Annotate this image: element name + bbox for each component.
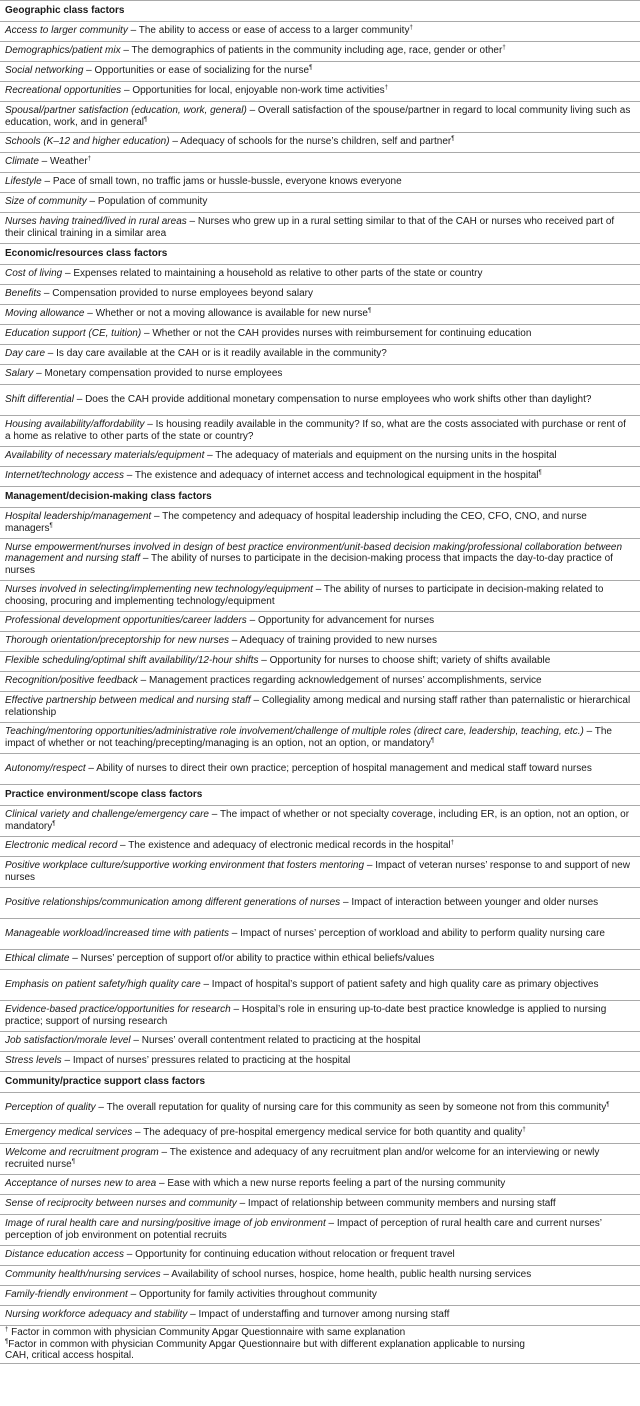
factor-name: Lifestyle — [5, 176, 42, 188]
section-header: Economic/resources class factors — [0, 244, 640, 265]
factor-separator: – — [123, 470, 135, 482]
factor-row — [0, 193, 640, 213]
factor-separator: – — [160, 1269, 172, 1281]
factor-name: Cost of living — [5, 268, 63, 280]
factor-row — [0, 213, 640, 244]
factor-name: Distance education access — [5, 1249, 124, 1261]
factor-name: Ethical climate — [5, 953, 70, 965]
factor-name: Recreational opportunities — [5, 85, 122, 97]
factor-separator: – — [137, 675, 149, 687]
factor-cell — [0, 42, 640, 62]
factor-name: Teaching/mentoring opportunities/administrative role involvement/challenge of multiple roles (direct care, leadership, teaching, etc.) — [5, 725, 584, 737]
factor-separator: – — [156, 1178, 168, 1190]
factor-row — [0, 305, 640, 325]
factor-name: Flexible scheduling/optimal shift availability/12-hour shifts — [5, 655, 259, 667]
factor-row — [0, 806, 640, 837]
factor-description: The adequacy of pre-hospital emergency medical service for both quantity and quality — [143, 1127, 523, 1139]
factor-cell — [0, 950, 640, 970]
factor-cell — [0, 1175, 640, 1195]
factor-description: The ability to access or ease of access to a larger community — [138, 25, 410, 37]
factor-row — [0, 447, 640, 467]
factor-cell — [0, 153, 640, 173]
factor-separator: – — [204, 450, 216, 462]
factor-row — [0, 1215, 640, 1246]
factor-separator: – — [186, 215, 198, 227]
footnote-pilcrow-text: Factor in common with physician Community Apgar Questionnaire but with different explanation applicable to nursing — [8, 1338, 525, 1350]
factor-separator: – — [33, 368, 45, 380]
factor-separator: – — [230, 1003, 242, 1015]
factor-footnote-mark: † — [502, 45, 506, 52]
factor-footnote-mark: † — [409, 25, 413, 32]
factor-row — [0, 970, 640, 1001]
factor-description: Impact of nurses’ pressures related to practicing at the hospital — [72, 1055, 351, 1067]
factor-row — [0, 1306, 640, 1326]
factor-separator: – — [246, 615, 258, 627]
factor-row — [0, 1093, 640, 1124]
factor-separator: – — [141, 328, 153, 340]
factor-row — [0, 1175, 640, 1195]
factor-separator: – — [38, 156, 51, 168]
factor-cell — [0, 857, 640, 888]
factor-description: Availability of school nurses, hospice, home health, public health nursing services — [171, 1269, 532, 1281]
factor-separator: – — [236, 1198, 248, 1210]
factor-cell — [0, 888, 640, 919]
factor-cell — [0, 612, 640, 632]
factor-row — [0, 173, 640, 193]
factor-separator: – — [200, 978, 212, 990]
factor-name: Emphasis on patient safety/high quality care — [5, 978, 201, 990]
factor-cell — [0, 1032, 640, 1052]
factor-row — [0, 632, 640, 652]
factor-cell — [0, 193, 640, 213]
factor-description: The demographics of patients in the community including age, race, gender or other — [131, 45, 503, 57]
factor-separator: – — [158, 1146, 170, 1158]
factor-cell — [0, 539, 640, 581]
factor-description: Weather — [50, 156, 88, 168]
factor-cell — [0, 1093, 640, 1124]
factor-name: Hospital leadership/management — [5, 510, 152, 522]
factor-row — [0, 692, 640, 723]
factor-separator: – — [123, 1249, 136, 1261]
factor-separator: – — [61, 1055, 73, 1067]
factor-description: Overall satisfaction of the spouse/partner in regard to local community living such as education, work, and in general — [5, 104, 631, 128]
factor-row — [0, 82, 640, 102]
factor-cell — [0, 173, 640, 193]
factor-cell — [0, 1306, 640, 1326]
factor-name: Electronic medical record — [5, 840, 118, 852]
factor-name: Moving allowance — [5, 308, 85, 320]
section-header-row — [0, 1, 640, 22]
factor-footnote-mark: ¶ — [606, 1101, 610, 1108]
section-header: Geographic class factors — [0, 1, 640, 22]
footnote-dagger-mark: † — [5, 1327, 9, 1333]
factor-cell — [0, 1052, 640, 1072]
factor-row — [0, 1052, 640, 1072]
factor-row — [0, 133, 640, 153]
factor-description: Impact of interaction between younger and older nurses — [351, 896, 599, 908]
factor-description: Opportunity for nurses to choose shift; variety of shifts available — [269, 655, 551, 667]
factor-separator: – — [84, 308, 96, 320]
factor-description: Nurses who grew up in a rural setting similar to that of the CAH or nurses who received part of their clinical training in a similar area — [5, 215, 615, 239]
factor-description: Hospital’s role in ensuring up-to-date best practice knowledge is applied to nursing practice; support of nursing research — [5, 1003, 607, 1027]
section-header: Practice environment/scope class factors — [0, 785, 640, 806]
factor-separator: – — [151, 510, 163, 522]
factor-description: Ease with which a new nurse reports feeling a part of the nursing community — [167, 1178, 506, 1190]
factor-name: Positive workplace culture/supportive working environment that fosters mentoring — [5, 859, 365, 871]
factor-separator: – — [69, 953, 81, 965]
factor-separator: – — [169, 136, 181, 148]
factor-row — [0, 723, 640, 754]
factor-separator: – — [209, 808, 220, 820]
factor-cell — [0, 467, 640, 487]
factor-row — [0, 1195, 640, 1215]
factor-description: Does the CAH provide additional monetary compensation to nurse employees who work shifts other than daylight? — [85, 393, 592, 405]
factor-cell — [0, 1124, 640, 1144]
factor-separator: – — [73, 393, 86, 405]
factor-name: Social networking — [5, 65, 84, 77]
factor-cell — [0, 62, 640, 82]
factor-separator: – — [121, 85, 133, 97]
factor-name: Manageable workload/increased time with patients — [5, 927, 230, 939]
factor-description: The adequacy of materials and equipment on the nursing units in the hospital — [215, 450, 557, 462]
factor-name: Education support (CE, tuition) — [5, 328, 142, 340]
factor-description: The ability of nurses to participate in the decision-making process that impacts the day-to-day practice of nurses — [5, 553, 613, 576]
factor-cell — [0, 1286, 640, 1306]
factor-description: The existence and adequacy of internet access and technological equipment in the hospital — [134, 470, 539, 482]
factor-row — [0, 508, 640, 539]
factor-description: Is day care available at the CAH or is it readily available in the community? — [56, 348, 387, 360]
factor-row — [0, 42, 640, 62]
factor-row — [0, 1001, 640, 1032]
factor-separator: – — [41, 176, 53, 188]
factor-cell — [0, 692, 640, 723]
factor-separator: – — [83, 65, 95, 77]
factor-separator: – — [144, 418, 156, 430]
factor-name: Salary — [5, 368, 34, 380]
factor-name: Demographics/patient mix — [5, 45, 121, 57]
factor-footnote-mark: ¶ — [143, 116, 148, 123]
factor-description: Opportunity for continuing education without relocation or frequent travel — [135, 1249, 455, 1261]
factor-cell — [0, 213, 640, 244]
factor-footnote-mark: ¶ — [430, 737, 435, 744]
factor-footnote-mark: † — [450, 840, 454, 847]
factor-description: Impact of nurses’ perception of workload and ability to perform quality nursing care — [240, 927, 605, 939]
factor-name: Recognition/positive feedback — [5, 675, 138, 687]
factor-name: Evidence-based practice/opportunities for research — [5, 1003, 231, 1015]
factor-separator: – — [364, 859, 376, 871]
factor-description: Adequacy of training provided to new nurses — [239, 635, 437, 647]
factor-separator: – — [130, 1035, 142, 1047]
factor-cell — [0, 447, 640, 467]
factor-name: Family-friendly environment — [5, 1289, 128, 1301]
factor-name: Perception of quality — [5, 1101, 96, 1113]
factor-row — [0, 1144, 640, 1175]
factor-row — [0, 285, 640, 305]
factor-description: Impact of relationship between community members and nursing staff — [247, 1198, 556, 1210]
factor-description: Impact of veteran nurses’ response to and support of new nurses — [5, 859, 630, 883]
factor-separator: – — [132, 1127, 144, 1139]
section-header-row — [0, 487, 640, 508]
factor-row — [0, 1124, 640, 1144]
factor-footnote-mark: ¶ — [538, 470, 542, 477]
factor-name: Stress levels — [5, 1055, 62, 1067]
factor-row — [0, 652, 640, 672]
factor-name: Benefits — [5, 288, 42, 300]
factor-name: Day care — [5, 348, 46, 360]
factor-cell — [0, 285, 640, 305]
factor-separator: – — [117, 840, 129, 852]
factor-cell — [0, 1144, 640, 1175]
factor-cell — [0, 82, 640, 102]
factor-cell — [0, 133, 640, 153]
section-header-row — [0, 244, 640, 265]
factor-separator: – — [246, 104, 258, 116]
factor-cell — [0, 806, 640, 837]
factor-name: Climate — [5, 156, 39, 168]
factor-description: Impact of understaffing and turnover among nursing staff — [198, 1309, 450, 1321]
factor-row — [0, 102, 640, 133]
footnote-dagger-text: Factor in common with physician Community Apgar Questionnaire with same explanation — [11, 1327, 406, 1338]
factor-name: Effective partnership between medical and nursing staff — [5, 694, 251, 706]
factor-separator: – — [312, 583, 324, 595]
factor-row — [0, 888, 640, 919]
factor-cell — [0, 365, 640, 385]
factor-separator: – — [127, 25, 139, 37]
footnote-abbreviation: CAH, critical access hospital. — [5, 1350, 134, 1362]
factor-footnote-mark: ¶ — [49, 522, 53, 529]
factor-description: The existence and adequacy of electronic medical records in the hospital — [128, 840, 451, 852]
factor-row — [0, 345, 640, 365]
factor-description: The impact of whether or not specialty coverage, including ER, is an option, not an option, or mandatory — [5, 808, 630, 832]
factor-footnote-mark: ¶ — [52, 820, 56, 827]
factor-name: Internet/technology access — [5, 470, 124, 482]
factor-cell — [0, 345, 640, 365]
factor-row — [0, 325, 640, 345]
factor-cell — [0, 632, 640, 652]
factor-name: Spousal/partner satisfaction (education, work, general) — [5, 104, 247, 116]
factor-separator: – — [95, 1101, 107, 1113]
factor-name: Thorough orientation/preceptorship for new nurses — [5, 635, 230, 647]
factor-separator: – — [325, 1217, 337, 1229]
factor-row — [0, 265, 640, 285]
factor-row — [0, 837, 640, 857]
factor-row — [0, 754, 640, 785]
factor-separator: – — [229, 635, 240, 647]
factor-description: The impact of whether or not teaching/precepting/managing is an option, not an option, or mandatory — [5, 725, 612, 749]
factor-description: Adequacy of schools for the nurse’s children, self and partner — [180, 136, 452, 148]
factor-cell — [0, 1215, 640, 1246]
factor-name: Clinical variety and challenge/emergency care — [5, 808, 209, 820]
factor-description: Population of community — [97, 196, 208, 208]
factor-separator: – — [340, 896, 352, 908]
factor-cell — [0, 265, 640, 285]
section-header-row — [0, 1072, 640, 1093]
factor-description: The ability of nurses to participate in decision-making related to choosing, procuring and implementing technology/equipment — [5, 583, 604, 607]
factor-row — [0, 1286, 640, 1306]
factor-description: Nurses’ perception of support of/or ability to practice within ethical beliefs/values — [80, 953, 435, 965]
factor-name: Autonomy/respect — [5, 762, 86, 774]
factor-name: Community health/nursing services — [5, 1269, 161, 1281]
factor-name: Schools (K–12 and higher education) — [5, 136, 170, 148]
factors-table-body — [0, 1, 640, 1326]
factor-description: Opportunity for advancement for nurses — [257, 615, 435, 627]
factor-cell — [0, 581, 640, 612]
factor-name: Shift differential — [5, 393, 74, 405]
factor-cell — [0, 325, 640, 345]
factor-separator: – — [187, 1309, 199, 1321]
factor-footnote-mark: † — [87, 156, 91, 163]
factor-name: Positive relationships/communication among different generations of nurses — [5, 896, 341, 908]
factor-description: Monetary compensation provided to nurse employees — [44, 368, 283, 380]
factor-cell — [0, 1001, 640, 1032]
factor-row — [0, 467, 640, 487]
factor-description: The overall reputation for quality of nursing care for this community as seen by someone not from this community — [106, 1101, 607, 1113]
factor-description: Management practices regarding acknowledgement of nurses’ accomplishments, service — [149, 675, 542, 687]
factor-row — [0, 612, 640, 632]
footnote-dagger — [5, 1327, 635, 1339]
factor-row — [0, 365, 640, 385]
factor-separator: – — [62, 268, 74, 280]
factor-row — [0, 1266, 640, 1286]
factor-cell — [0, 919, 640, 950]
factor-cell — [0, 672, 640, 692]
factor-description: Whether or not a moving allowance is available for new nurse — [95, 308, 368, 320]
factor-row — [0, 1032, 640, 1052]
factor-row — [0, 153, 640, 173]
factor-cell — [0, 416, 640, 447]
factor-name: Job satisfaction/morale level — [5, 1035, 131, 1047]
factor-cell — [0, 723, 640, 754]
factor-cell — [0, 754, 640, 785]
factor-name: Size of community — [5, 196, 87, 208]
factor-description: The existence and adequacy of any recruitment plan and/or welcome for an interviewing or newly recruited nurse — [5, 1146, 600, 1170]
factor-separator: – — [140, 553, 152, 565]
factor-description: Nurses’ overall contentment related to practicing at the hospital — [141, 1035, 421, 1047]
factor-footnote-mark: † — [522, 1127, 526, 1134]
factor-row — [0, 672, 640, 692]
factor-description: Ability of nurses to direct their own practice; perception of hospital management and medical staff toward nurses — [96, 762, 592, 774]
factor-footnote-mark: ¶ — [368, 308, 372, 315]
factor-description: Pace of small town, no traffic jams or hussle-bussle, everyone knows everyone — [52, 176, 402, 188]
factor-description: Compensation provided to nurse employees beyond salary — [52, 288, 313, 300]
factor-name: Housing availability/affordability — [5, 418, 145, 430]
factor-name: Nurses having trained/lived in rural areas — [5, 215, 187, 227]
factor-cell — [0, 1266, 640, 1286]
factor-name: Image of rural health care and nursing/positive image of job environment — [5, 1217, 326, 1229]
footnote-pilcrow-mark: ¶ — [5, 1338, 9, 1345]
factor-description: Collegiality among medical and nursing staff rather than paternalistic or hierarchical relationship — [5, 694, 631, 718]
section-header: Management/decision-making class factors — [0, 487, 640, 508]
factor-description: The competency and adequacy of hospital leadership including the CEO, CFO, CNO, and nurse managers — [5, 510, 587, 534]
factor-row — [0, 62, 640, 82]
factor-row — [0, 919, 640, 950]
factor-description: Expenses related to maintaining a household as relative to other parts of the state or country — [73, 268, 483, 280]
factor-separator: – — [120, 45, 132, 57]
factor-name: Emergency medical services — [5, 1127, 133, 1139]
factor-cell — [0, 102, 640, 133]
factor-description: Opportunities for local, enjoyable non-work time activities — [132, 85, 385, 97]
factor-cell — [0, 508, 640, 539]
factor-description: Impact of hospital’s support of patient safety and high quality care as primary objectives — [211, 978, 599, 990]
factor-name: Nursing workforce adequacy and stability — [5, 1309, 188, 1321]
factor-name: Nurse empowerment/nurses involved in design of best practice environment/unit-based decision making/professional collaboration between management and nursing staff — [5, 541, 623, 565]
factor-description: Impact of perception of rural health care and current nurses’ perception of job environment on potential recruits — [5, 1217, 602, 1241]
section-header-row — [0, 785, 640, 806]
factor-name: Professional development opportunities/career ladders — [5, 615, 247, 627]
factor-description: Is housing readily available in the community? If so, what are the costs associated with purchase or rent of a home as relative to other parts of the state or country? — [5, 418, 626, 442]
factor-cell — [0, 970, 640, 1001]
factor-name: Availability of necessary materials/equipment — [5, 450, 205, 462]
factor-row — [0, 1246, 640, 1266]
footnote-pilcrow — [5, 1339, 635, 1351]
factor-name: Acceptance of nurses new to area — [5, 1178, 157, 1190]
factor-name: Sense of reciprocity between nurses and community — [5, 1198, 237, 1210]
factor-cell — [0, 22, 640, 42]
factor-description: Whether or not the CAH provides nurses with reimbursement for continuing education — [152, 328, 532, 340]
factor-separator: – — [85, 762, 97, 774]
factor-row — [0, 950, 640, 970]
factor-footnote-mark: † — [384, 85, 388, 92]
factor-separator: – — [45, 348, 57, 360]
factor-footnote-mark: ¶ — [71, 1158, 75, 1165]
factor-cell — [0, 385, 640, 416]
factor-row — [0, 22, 640, 42]
factor-separator: – — [583, 725, 595, 737]
factor-footnote-mark: ¶ — [309, 65, 313, 72]
factor-cell — [0, 1246, 640, 1266]
factor-cell — [0, 305, 640, 325]
factor-separator: – — [86, 196, 98, 208]
factor-description: Opportunities or ease of socializing for the nurse — [94, 65, 310, 77]
factor-row — [0, 416, 640, 447]
factor-description: Opportunity for family activities throughout community — [138, 1289, 377, 1301]
factor-cell — [0, 652, 640, 672]
section-header: Community/practice support class factors — [0, 1072, 640, 1093]
factor-name: Nurses involved in selecting/implementing new technology/equipment — [5, 583, 313, 595]
factor-name: Access to larger community — [5, 25, 128, 37]
factor-cell — [0, 837, 640, 857]
factor-name: Welcome and recruitment program — [5, 1146, 159, 1158]
factor-separator: – — [229, 927, 241, 939]
factor-separator: – — [258, 655, 270, 667]
factor-cell — [0, 1195, 640, 1215]
factor-row — [0, 385, 640, 416]
factor-separator: – — [41, 288, 53, 300]
factor-row — [0, 857, 640, 888]
factor-row — [0, 539, 640, 581]
table-footnotes — [0, 1325, 640, 1364]
factor-row — [0, 581, 640, 612]
factor-separator: – — [250, 694, 262, 706]
factor-separator: – — [127, 1289, 139, 1301]
factor-footnote-mark: ¶ — [451, 136, 455, 143]
